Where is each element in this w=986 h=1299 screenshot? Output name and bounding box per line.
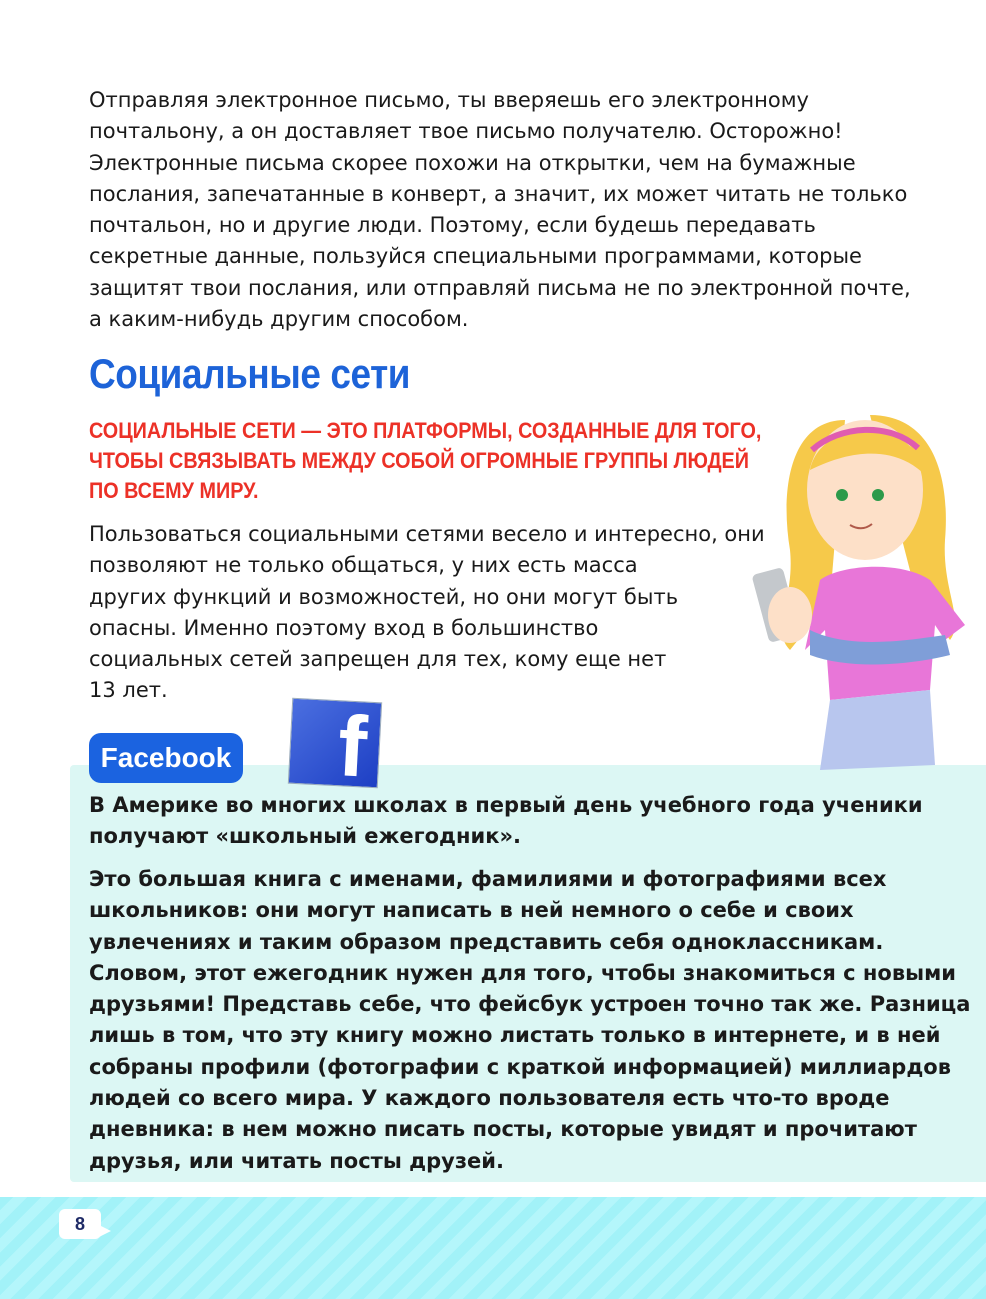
footer-band [0, 1197, 986, 1299]
text-line: послания, запечатанные в конверт, а значит, их может читать не только [89, 181, 908, 206]
text-line: Отправляя электронное письмо, ты вверяешь его электронному [89, 88, 809, 112]
text-line: секретные данные, пользуйся специальными программами, которые [89, 244, 862, 269]
yearbook-intro-paragraph [89, 790, 923, 853]
text-line: людей со всего мира. У каждого пользователя есть что-то вроде [89, 1086, 890, 1111]
text-line: а каким-нибудь другим способом. [89, 307, 469, 332]
text-line: Пользоваться социальными сетями весело и интересно, они [89, 522, 765, 546]
text-line: социальных сетей запрещен для тех, кому еще нет [89, 647, 667, 672]
text-line: ЧТОБЫ СВЯЗЫВАТЬ МЕЖДУ СОБОЙ ОГРОМНЫЕ ГРУППЫ ЛЮДЕЙ [89, 448, 749, 473]
text-line: СОЦИАЛЬНЫЕ СЕТИ — ЭТО ПЛАТФОРМЫ, СОЗДАННЫЕ ДЛЯ ТОГО, [89, 418, 762, 443]
yearbook-description-paragraph [89, 864, 970, 1177]
social-networks-paragraph [89, 519, 765, 707]
text-line: позволяют не только общаться, у них есть масса [89, 553, 638, 578]
text-line: Словом, этот ежегодник нужен для того, чтобы знакомиться с новыми [89, 960, 956, 985]
text-line: почтальон, но и другие люди. Поэтому, если будешь передавать [89, 213, 816, 238]
section-heading: Социальные сети [89, 350, 411, 397]
text-line: собраны профили (фотографии с краткой информацией) миллиардов [89, 1054, 952, 1079]
text-line: почтальону, а он доставляет твое письмо получателю. Осторожно! [89, 119, 843, 144]
page-number: 8 [59, 1209, 101, 1239]
text-line: увлечениях и таким образом представить себя одноклассникам. [89, 929, 884, 954]
facebook-logo-letter: f [335, 698, 370, 796]
facebook-tag: Facebook [89, 733, 243, 783]
text-line: других функций и возможностей, но они могут быть [89, 584, 679, 609]
text-line: Электронные письма скорее похожи на открытки, чем на бумажные [89, 150, 856, 175]
text-line: опасны. Именно поэтому вход в большинство [89, 615, 599, 640]
text-line: Это большая книга с именами, фамилиями и фотографиями всех [89, 867, 887, 891]
intro-paragraph [89, 85, 911, 335]
text-line: школьников: они могут написать в ней немного о себе и своих [89, 898, 854, 923]
text-line: защитят твои послания, или отправляй письма не по электронной почте, [89, 275, 911, 300]
text-line: друзья, или читать посты друзей. [89, 1148, 504, 1173]
text-line: 13 лет. [89, 678, 168, 703]
text-line: получают «школьный ежегодник». [89, 824, 521, 849]
text-line: В Америке во многих школах в первый день учебного года ученики [89, 793, 923, 817]
girl-with-phone-illustration [750, 400, 980, 780]
text-line: друзьями! Представь себе, что фейсбук устроен точно так же. Разница [89, 992, 971, 1017]
text-line: лишь в том, что эту книгу можно листать только в интернете, и в ней [89, 1023, 941, 1048]
definition-text [89, 416, 761, 506]
facebook-logo-icon [288, 698, 382, 796]
text-line: ПО ВСЕМУ МИРУ. [89, 478, 259, 503]
text-line: дневника: в нем можно писать посты, которые увидят и прочитают [89, 1117, 917, 1142]
